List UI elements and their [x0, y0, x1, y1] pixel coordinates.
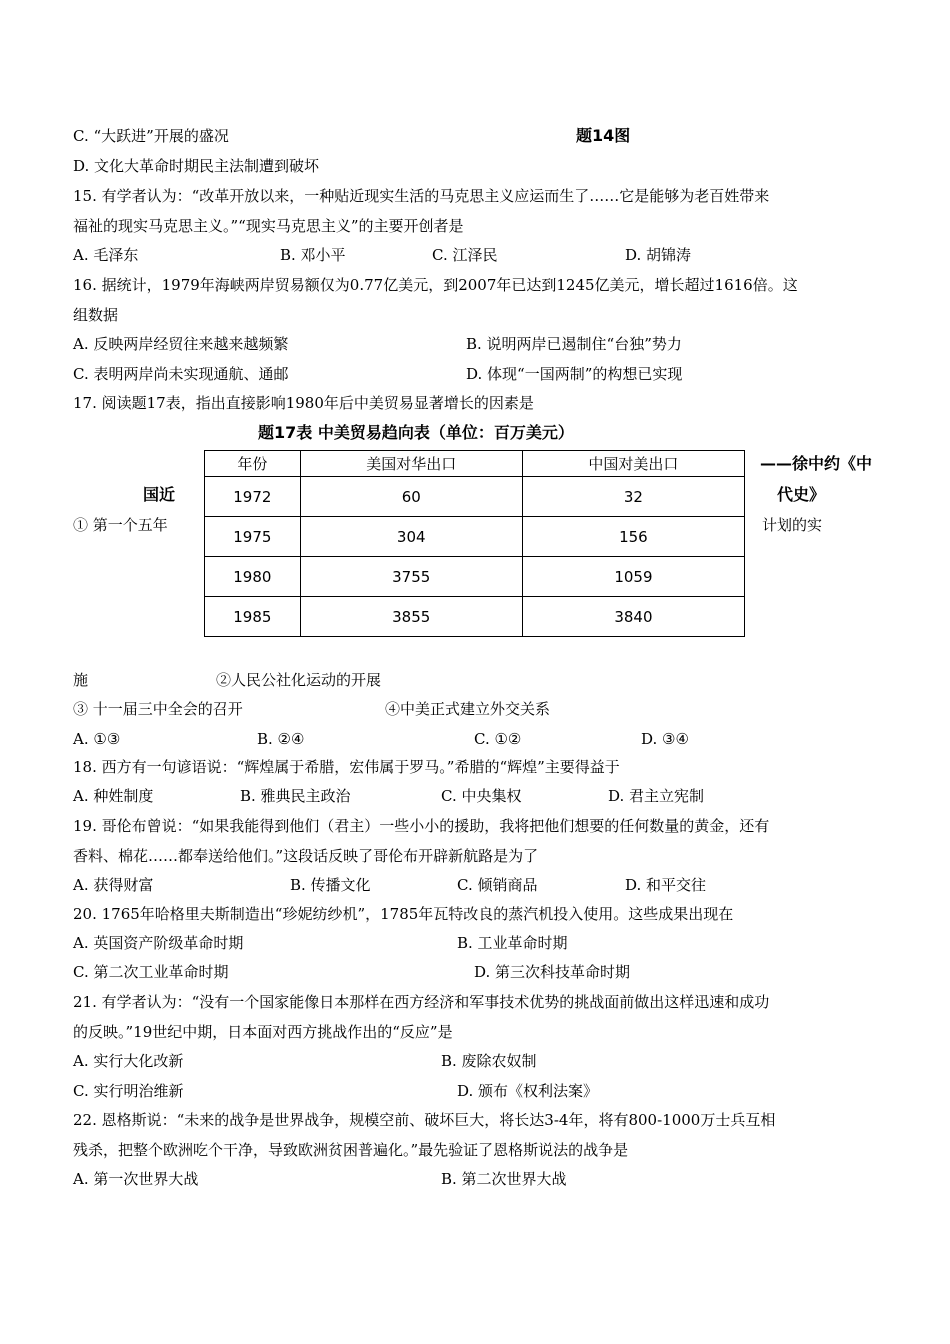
q19-option-d: D. 和平交往 [625, 876, 707, 894]
table-cell: 60 [300, 477, 522, 517]
q20-stem: 20. 1765年哈格里夫斯制造出“珍妮纺纱机”，1785年瓦特改良的蒸汽机投入使用。这些成果出现在 [73, 905, 734, 923]
q16-stem-line2: 组数据 [73, 306, 119, 324]
column-header-us-exports: 美国对华出口 [300, 451, 522, 477]
q21-stem-line1: 21. 有学者认为：“没有一个国家能像日本那样在西方经济和军事技术优势的挑战面前做出这样迅速和成功 [73, 993, 770, 1011]
table-row [205, 477, 745, 517]
q22-option-b: B. 第二次世界大战 [441, 1170, 567, 1188]
table-cell: 32 [522, 477, 744, 517]
table-header-row [205, 451, 745, 477]
q19-stem-line1: 19. 哥伦布曾说：“如果我能得到他们（君主）一些小小的援助，我将把他们想要的任何数量的黄金，还有 [73, 817, 770, 835]
table-cell: 3755 [300, 557, 522, 597]
table-row [205, 597, 745, 637]
q16-option-c: C. 表明两岸尚未实现通航、通邮 [73, 365, 289, 383]
q16-option-a: A. 反映两岸经贸往来越来越频繁 [73, 335, 289, 353]
table-cell: 156 [522, 517, 744, 557]
q15-option-c: C. 江泽民 [432, 246, 498, 264]
q20-option-b: B. 工业革命时期 [457, 934, 568, 952]
q17-item-4: ④中美正式建立外交关系 [385, 700, 551, 718]
q17-item-1-start: ① 第一个五年 [73, 516, 168, 534]
q21-option-a: A. 实行大化改新 [73, 1052, 184, 1070]
q15-stem-line2: 福祉的现实马克思主义。”“现实马克思主义”的主要开创者是 [73, 217, 464, 235]
table-cell: 1980 [205, 557, 301, 597]
q16-option-b: B. 说明两岸已遏制住“台独”势力 [466, 335, 682, 353]
q22-stem-line2: 残杀，把整个欧洲吃个干净，导致欧洲贫困普遍化。”最先验证了恩格斯说法的战争是 [73, 1141, 629, 1159]
q17-table-title: 题17表 中美贸易趋向表（单位：百万美元） [258, 423, 574, 442]
q21-option-c: C. 实行明治维新 [73, 1082, 184, 1100]
table-cell: 1972 [205, 477, 301, 517]
q19-stem-line2: 香料、棉花……都奉送给他们。”这段话反映了哥伦布开辟新航路是为了 [73, 847, 539, 865]
table-row [205, 517, 745, 557]
q20-option-a: A. 英国资产阶级革命时期 [73, 934, 244, 952]
q18-option-d: D. 君主立宪制 [608, 787, 705, 805]
q22-stem-line1: 22. 恩格斯说：“未来的战争是世界战争，规模空前、破坏巨大，将长达3-4年，将有800-1000万士兵互相 [73, 1111, 776, 1129]
q17-source-citation-part1: ——徐中约《中 [760, 454, 873, 473]
q19-option-a: A. 获得财富 [73, 876, 154, 894]
table-cell: 1985 [205, 597, 301, 637]
table-cell: 304 [300, 517, 522, 557]
q18-stem: 18. 西方有一句谚语说：“辉煌属于希腊，宏伟属于罗马。”希腊的“辉煌”主要得益于 [73, 758, 620, 776]
q17-item-2: ②人民公社化运动的开展 [216, 671, 382, 689]
column-header-year: 年份 [205, 451, 301, 477]
table-cell: 3840 [522, 597, 744, 637]
q19-option-c: C. 倾销商品 [457, 876, 538, 894]
q21-option-b: B. 废除农奴制 [441, 1052, 537, 1070]
q17-option-d: D. ③④ [641, 730, 689, 748]
trade-table [204, 450, 745, 637]
q15-option-b: B. 邓小平 [280, 246, 346, 264]
column-header-china-exports: 中国对美出口 [522, 451, 744, 477]
q16-stem-line1: 16. 据统计，1979年海峡两岸贸易额仅为0.77亿美元，到2007年已达到1245亿美元，增长超过1616倍。这 [73, 276, 798, 294]
q15-option-a: A. 毛泽东 [73, 246, 139, 264]
q20-option-c: C. 第二次工业革命时期 [73, 963, 229, 981]
q16-option-d: D. 体现“一国两制”的构想已实现 [466, 365, 683, 383]
q18-option-c: C. 中央集权 [441, 787, 522, 805]
q17-option-a: A. ①③ [73, 730, 121, 748]
q15-option-d: D. 胡锦涛 [625, 246, 692, 264]
q14-option-d: D. 文化大革命时期民主法制遭到破坏 [73, 157, 320, 175]
q21-option-d: D. 颁布《权利法案》 [457, 1082, 599, 1100]
q17-item-1-continued: 施 [73, 671, 89, 689]
q18-option-a: A. 种姓制度 [73, 787, 154, 805]
q20-option-d: D. 第三次科技革命时期 [474, 963, 631, 981]
table-row [205, 557, 745, 597]
q17-option-b: B. ②④ [257, 730, 305, 748]
q15-stem-line1: 15. 有学者认为：“改革开放以来，一种贴近现实生活的马克思主义应运而生了……它是能够为老百姓带来 [73, 187, 770, 205]
q17-item-1-end: 计划的实 [762, 516, 823, 534]
table-cell: 3855 [300, 597, 522, 637]
q17-source-citation-part2: 国近 [143, 485, 176, 504]
q17-item-3: ③ 十一届三中全会的召开 [73, 700, 243, 718]
q19-option-b: B. 传播文化 [290, 876, 371, 894]
table-cell: 1975 [205, 517, 301, 557]
q18-option-b: B. 雅典民主政治 [240, 787, 351, 805]
q22-option-a: A. 第一次世界大战 [73, 1170, 199, 1188]
q17-option-c: C. ①② [474, 730, 522, 748]
q17-stem: 17. 阅读题17表，指出直接影响1980年后中美贸易显著增长的因素是 [73, 394, 534, 412]
table-cell: 1059 [522, 557, 744, 597]
q17-source-citation-part3: 代史》 [777, 485, 826, 504]
q21-stem-line2: 的反映。”19世纪中期，日本面对西方挑战作出的“反应”是 [73, 1023, 453, 1041]
q14-figure-label: 题14图 [576, 126, 631, 145]
q14-option-c: C. “大跃进”开展的盛况 [73, 127, 229, 145]
